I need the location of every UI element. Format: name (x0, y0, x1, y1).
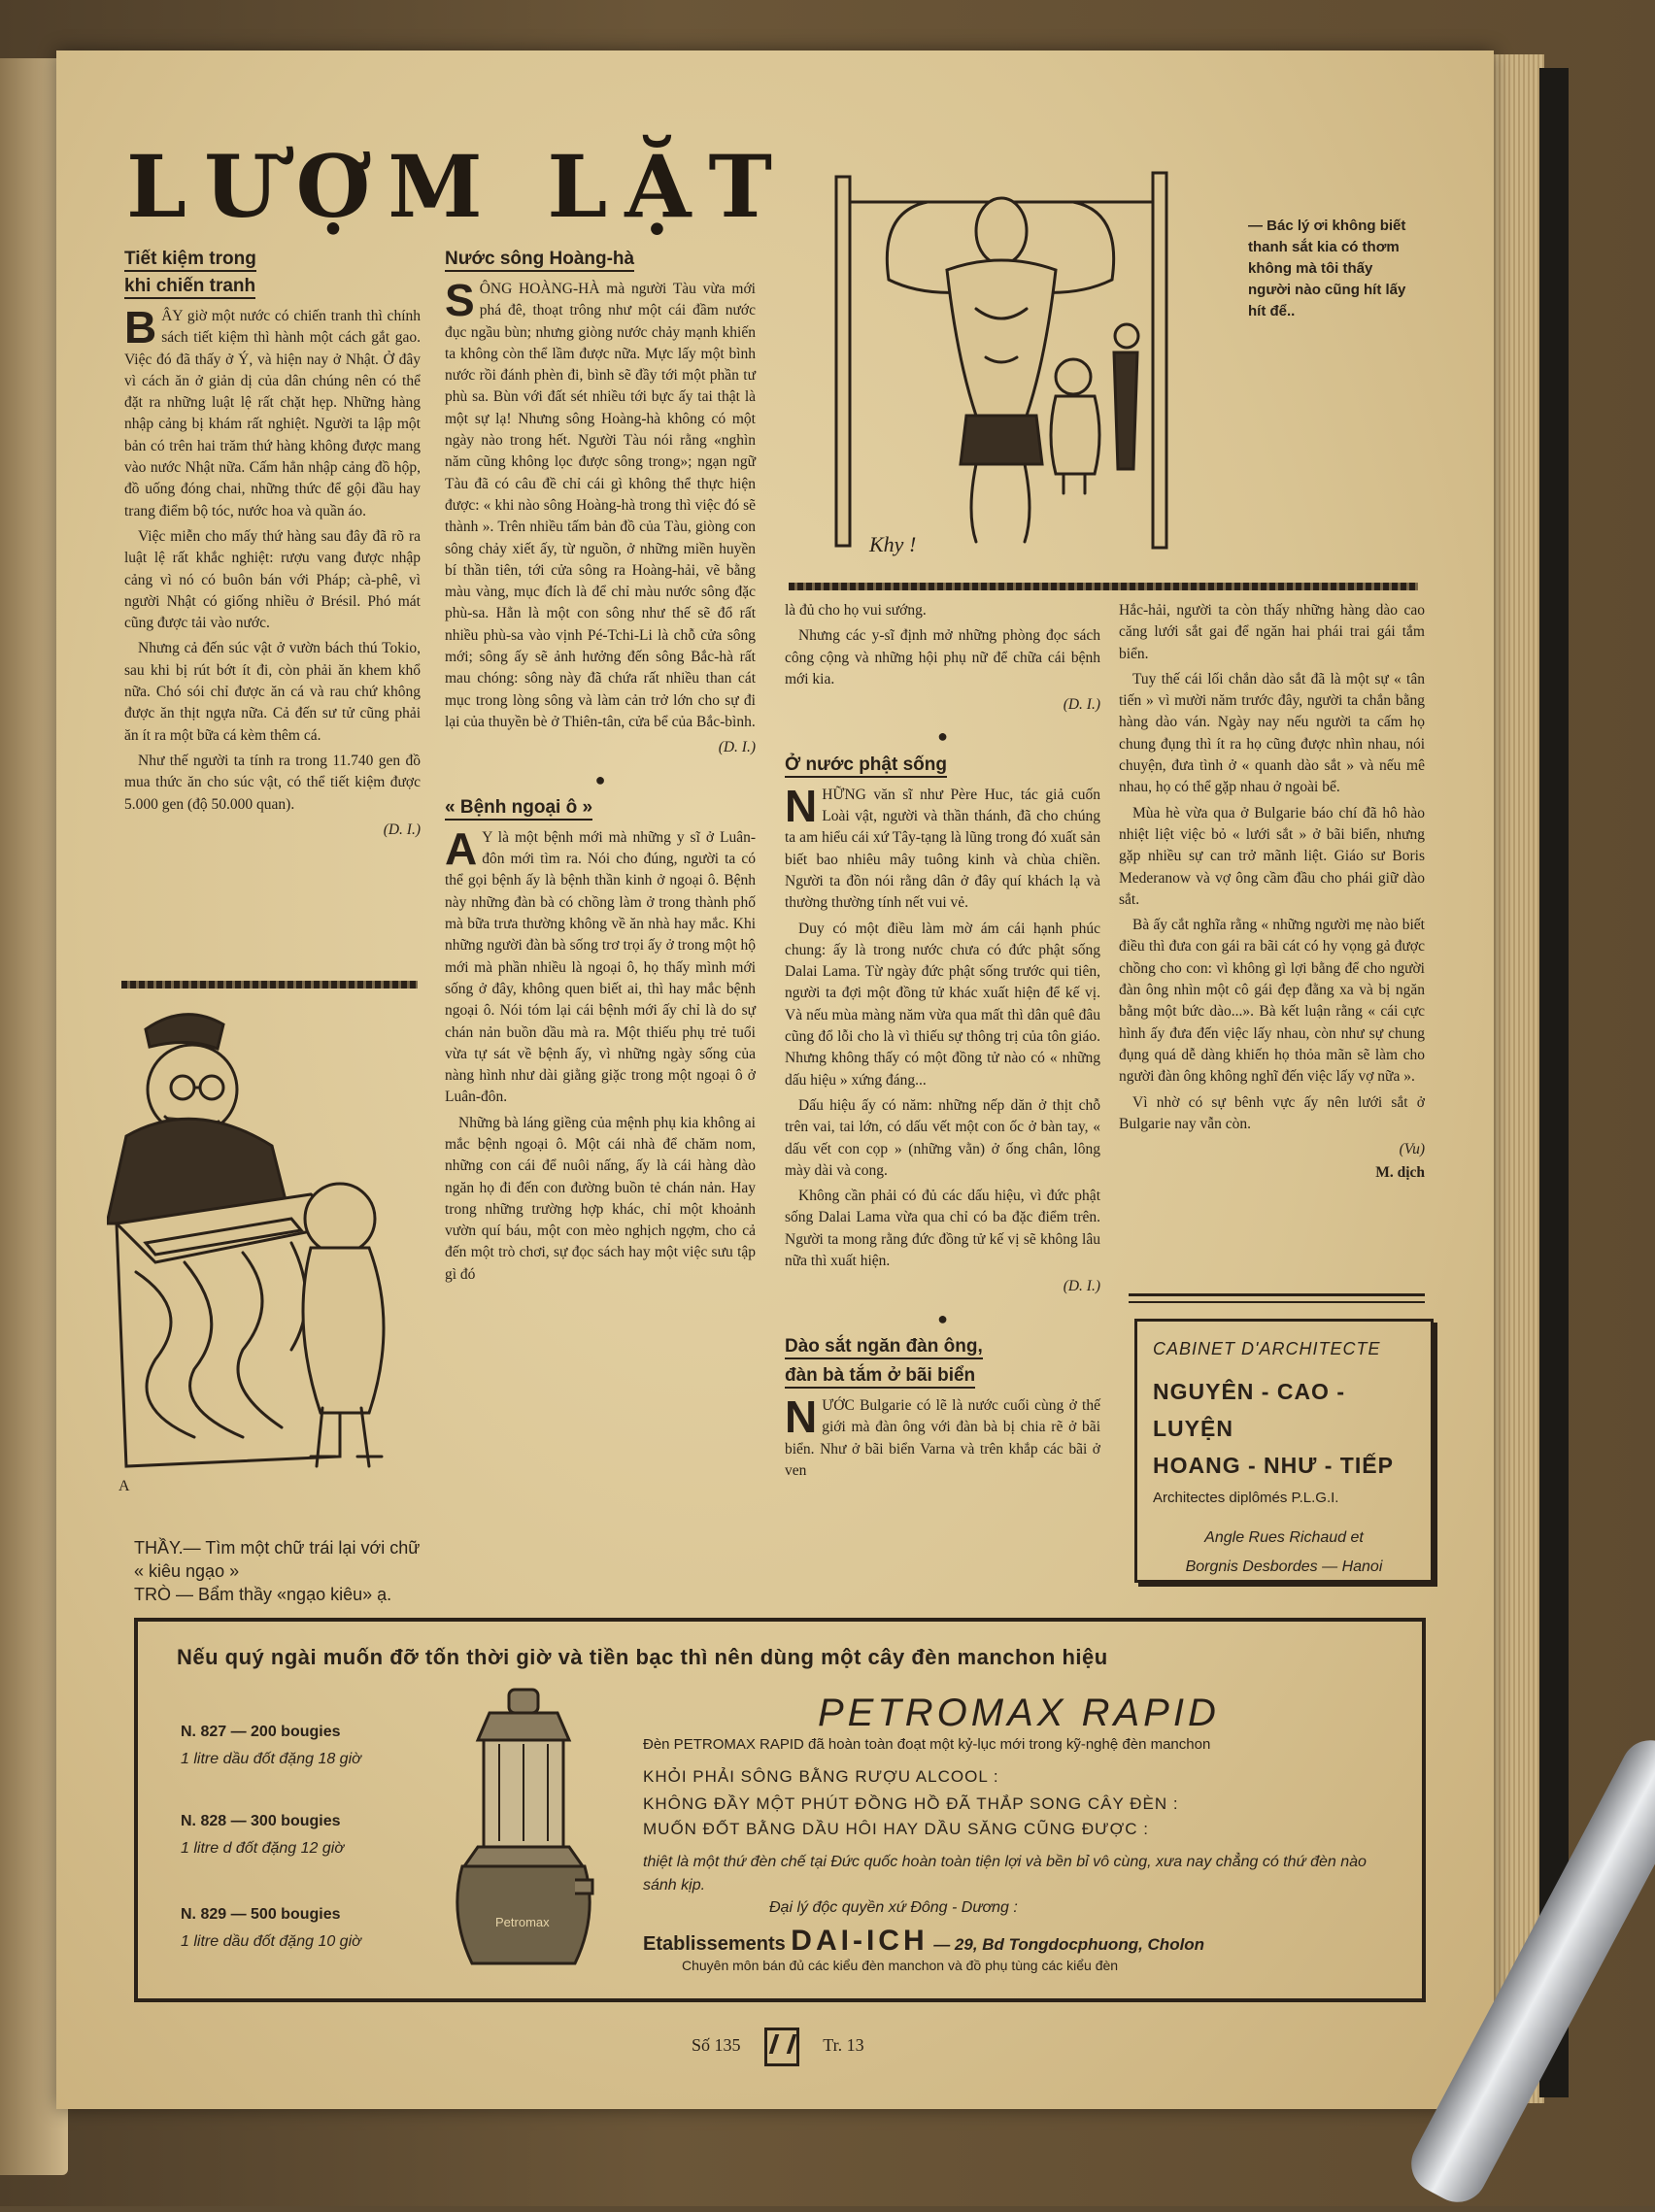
book-cover (1539, 68, 1569, 2097)
headline-line-2: đàn bà tắm ở bãi biển (785, 1365, 975, 1389)
architect-address-2: Borgnis Desbordes — Hanoi (1185, 1558, 1383, 1575)
article-tiet-kiem (124, 248, 421, 841)
article-dao-sat (1119, 600, 1425, 1185)
drop-cap: N (785, 780, 818, 831)
paragraph: Không cần phải có đủ các dấu hiệu, vì đức phật sống Dalai Lama vừa qua chỉ có ba đặc điểm trên. Người ta mong rằng đức đồng tử kế vị sẽ không lâu nữa thì xuất hiện. (785, 1188, 1100, 1270)
headline: Ở nước phật sống (785, 754, 947, 778)
paragraph: SÔNG HOÀNG-HÀ mà người Tàu vừa mới phá đê, thoạt trông như một cái đầm nước đục ngầu bùn; nhưng giòng nước chảy mạnh khiến ta không còn thể lầm được nữa. Mực lấy một bình nước rồi đánh phèn đi, bình sẽ đầy tới một phần tư phù sa. Bùn với đất sét nhiều tới bực ấy tai thật là một sự lạ! Nhưng sông Hoàng-hà không có một ngày nào trong hết. Người Tàu nói rằng «nghìn năm cũng không lọc được sông trong»; ngạn ngữ Tàu đã có câu đề chỉ cái gì không thể thực hiện được: « khi nào sông Hoàng-hà trong thì việc đó sẽ thành ». Trên nhiều tấm bản đồ của Tàu, giòng con sông chảy xiết ấy, từ nguồn, ở những miền huyền bí thần tiên, tới cửa sông ra Hoàng-hải, vẽ bằng màu vàng, mục đích là để chỉ màu nước sông đặc phù-sa. Hẳn là một con sông như thế sẽ đổ rất nhiều phù-sa vào vịnh Pé-Tchi-Li là chỗ cửa sông mới; sông ấy sẽ ảnh hưởng đến sông Bắc-hà rất mau chóng: sông này đã chứa rất nhiều than cát mục trong lòng sông và làm cản trở lớn cho sự đi lại của thuyền bè ở Thiên-tân, cửa bể của Bắc-bình. (445, 275, 756, 730)
ad-line-4: MUỐN ĐỐT BẰNG DẦU HÔI HAY DẦU SĂNG CŨNG ĐƯỢC : (643, 1820, 1149, 1838)
issue-number: Số 135 (692, 2035, 741, 2056)
ad-line-2: KHỎI PHẢI SÔNG BẰNG RƯỢU ALCOOL : (643, 1767, 999, 1786)
ad-line-1: Đèn PETROMAX RAPID đã hoàn toàn đoạt một kỷ-lục mới trong kỹ-nghệ đèn manchon (643, 1736, 1211, 1753)
section-bullet: ● (937, 1308, 948, 1328)
page-stack-edge (1486, 54, 1544, 2103)
architect-diploma: Architectes diplômés P.L.G.I. (1153, 1490, 1339, 1506)
drop-cap: A (445, 822, 478, 874)
paragraph: Dấu hiệu ấy có năm: những nếp dăn ở thịt chỗ trên vai, tai lớn, có dấu vết một con ốc ở bàn tay, « dấu vết con cọp » (những vằn) ở ống chân, lông mày dài và cong. (785, 1096, 1100, 1179)
paragraph: Vì nhờ có sự bênh vực ấy nên lưới sắt ở Bulgarie nay vẫn còn. (1119, 1093, 1425, 1132)
cartoon-caption-pupil: TRÒ — Bẩm thầy «ngạo kiêu» ạ. (134, 1585, 392, 1604)
signature: (D. I.) (1063, 696, 1100, 714)
section-bullet: ● (937, 726, 948, 747)
cartoon-caption-teacher: THẦY.— Tìm một chữ trái lại với chữ « kiêu ngạo » (134, 1538, 421, 1581)
drop-cap: S (445, 275, 475, 325)
paragraph: Những bà láng giềng của mệnh phụ kia không ai mắc bệnh ngoại ô. Một cái nhà để chăm nom, những con cái để nuôi nấng, ấy là cái hàng dào ngăn họ đi đến con đường buồn tẻ chán nản. Hay trong những trường hợp khác, chỉ một khoảnh vườn quí báu, một con mèo nghịch ngợm, cho cả đến một trò chơi, sự đọc sách hay một việc sưu tập gì đó (445, 1114, 756, 1283)
architect-advert (1134, 1319, 1434, 1583)
ad-line-6: Đại lý độc quyền xứ Đông - Dương : (769, 1899, 1018, 1916)
signature: (D. I.) (718, 739, 756, 756)
headline: Nước sông Hoàng-hà (445, 249, 634, 272)
paragraph: Duy có một điều làm mờ ám cái hạnh phúc chung: ấy là trong nước chưa có đức phật sống Dalai Lama. Từ ngày đức phật sống trước qui tiên, người ta đợi một đồng tử khác xuất hiện để kế vị. Và nếu mùa màng năm vừa qua mất thì dân quê đâu cũng đổ lỗi cho là vì thiếu sự thông trị của tôn giáo. Nhưng không thấy có một đồng tử nào có « những dấu hiệu » xứng đáng... (785, 920, 1100, 1089)
headline: « Bệnh ngoại ô » (445, 797, 592, 821)
teacher-pupil-cartoon (107, 1000, 427, 1510)
page-number: Tr. 13 (823, 2035, 864, 2056)
petromax-advert (134, 1618, 1426, 2002)
section-bullet: ● (594, 769, 606, 789)
divider-rule (1129, 1293, 1425, 1296)
cartoonist-signature: Khy ! (869, 532, 917, 556)
signature: (D. I.) (1063, 1278, 1100, 1295)
translator: M. dịch (1375, 1164, 1425, 1182)
ad-line-7: Chuyên môn bán đủ các kiểu đèn manchon và đồ phụ tùng các kiểu đèn (682, 1958, 1119, 1973)
petromax-lamp-image (451, 1686, 596, 1977)
ad-dealer-name: DAI-ICH (791, 1925, 929, 1957)
paragraph: NƯỚC Bulgarie có lẽ là nước cuối cùng ở thế giới mà đàn ông với đàn bà bị chia rẽ ở bãi biển. Như ở bãi biển Varna và trên khắp các bãi ở ven (785, 1391, 1100, 1479)
architect-title: CABINET D'ARCHITECTE (1153, 1339, 1381, 1358)
architect-name-1: NGUYÊN - CAO - LUYỆN (1153, 1379, 1345, 1441)
article-phat-song (785, 600, 1100, 1486)
ad-model-3: N. 829 — 500 bougies 1 litre dầu đốt đặng 10 giờ (181, 1906, 361, 1950)
masthead-title: LƯỢM LẶT (126, 136, 790, 237)
architect-name-2: HOANG - NHƯ - TIẾP (1153, 1453, 1394, 1478)
paragraph: Mùa hè vừa qua ở Bulgarie báo chí đã hô hào nhiệt liệt việc bỏ « lưới sắt » ở bãi biển, nhưng gặp nhiều sự can trở mãnh liệt. Giáo sư Boris Mederanow và vợ ông cầm đầu cho phái giữ dào sắt. (1119, 804, 1425, 908)
paragraph: Việc miễn cho mấy thứ hàng sau đây đã rõ ra luật lệ rất khắc nghiệt: rượu vang được nhập cảng vì nó có buôn bán với Pháp; cà-phê, vì người Nhật có giống nhiều ở Brésil. Phó mát cũng được tải vào nước. (124, 527, 421, 632)
ad-line-3: KHÔNG ĐẦY MỘT PHÚT ĐỒNG HỒ ĐÃ THẮP SONG CÂY ĐÈN : (643, 1794, 1179, 1813)
ad-model-1: N. 827 — 200 bougies 1 litre dầu đốt đặng 18 giờ (181, 1724, 361, 1767)
paragraph: Như thế người ta tính ra trong 11.740 gen đồ mua thức ăn cho súc vật, có thể tiết kiệm được 5.000 gen (độ 50.000 quan). (124, 752, 421, 813)
article-hoang-ha (445, 248, 756, 1290)
headline-line-1: Dào sắt ngăn đàn ông, (785, 1336, 983, 1359)
paragraph: Nhưng các y-sĩ định mở những phòng đọc sách công cộng và những hội phụ nữ để chữa cái bệnh mới kia. (785, 627, 1100, 687)
paragraph: là đủ cho họ vui sướng. (785, 602, 927, 619)
architect-address-1: Angle Rues Richaud et (1204, 1529, 1364, 1546)
drop-cap: B (124, 302, 157, 352)
divider-rule (121, 981, 418, 989)
ad-headline: Nếu quý ngài muốn đỡ tốn thời giờ và tiền bạc thì nên dùng một cây đèn manchon hiệu (177, 1645, 1108, 1669)
headline-line-1: Tiết kiệm trong (124, 249, 256, 272)
paragraph: Nhưng cả đến súc vật ở vườn bách thú Tokio, sau khi bị rút bớt ít đi, còn phải ăn khem khổ nữa. Chó sói chỉ được ăn cá và rau chứ không được ăn thịt ngựa nữa. Cả đến sư tử cũng phải ăn ít ra một bữa cá kèm thêm cá. (124, 640, 421, 744)
paragraph: NHỮNG văn sĩ như Père Huc, tác giả cuốn Loài vật, người và thần thánh, đã cho chúng ta am hiểu cái xứ Tây-tạng là lũng trong đó xuất sản biết bao nhiêu mây tuông kinh và chùa chiền. Người ta đồn nói rằng dân ở đây quí khách lạ và thường thường tính nết vui vẻ. (785, 780, 1100, 912)
svg-text:A: A (118, 1478, 130, 1494)
paragraph: Bà ấy cắt nghĩa rằng « những người mẹ nào biết điều thì đưa con gái ra bãi cát có hy vọng gả được chồng cho con: vì không gì lợi bằng để cho người đàn ông nhìn một cô gái đẹp đằng xa và bị ngăn bằng một bức dào...». Bà kết luận rằng « cái cực hình ấy đưa đến việc lấy nhau, còn như sự chung đụng quá dễ dàng khiến họ thỏa mãn sẽ làm cho người đàn ông không nghĩ đến việc lấy vợ nữa ». (1119, 917, 1425, 1086)
headline-line-2: khi chiến tranh (124, 276, 255, 299)
paragraph: Tuy thế cái lối chắn dào sắt đã là một sự « tân tiến » vì mười năm trước đây, người ta chắn bằng hàng dào ván. Ngày nay nếu người ta cấm họ chung đụng thì ít ra họ cũng được nhìn nhau, nói chuyện, đưa tình ở « quanh dào sắt » và nếu mê nhau, họ có thể gặp nhau ở ngoài bể. (1119, 670, 1425, 796)
ad-brand: PETROMAX RAPID (818, 1692, 1220, 1734)
signature: (D. I.) (383, 821, 421, 838)
paragraph: Hắc-hải, người ta còn thấy những hàng dào cao căng lưới sắt gai để ngăn hai phái trai gái tắm biển. (1119, 602, 1425, 662)
strongman-cartoon (830, 163, 1209, 571)
paragraph: A Y là một bệnh mới mà những y sĩ ở Luân-đôn mới tìm ra. Nói cho đúng, người ta có thể gọi bệnh ấy là bệnh thần kinh ở ngoại ô. Bệnh này những đàn bà có chồng làm ở trong thành phố mà bữa trưa thường không về ăn nhà hay mắc. Khi những người đàn bà sống trơ trọi ấy ở trong một hộ mới mà phần nhiều là ngoại ô, họ thấy mình mới sống ở đây, không quen biết ai, thì hay mắc bệnh ngoại ô. Nói tóm lại cái bệnh mới ấy chỉ là do sự chán nản buồn dầu mà ra. Một thiếu phụ trẻ tuổi vừa tự sát về bệnh ấy, vì những ngày sống của nàng hình như dài giằng giặc trong một ngoại ô ở Luân-đôn. (445, 822, 756, 1106)
paragraph: BÂY giờ một nước có chiến tranh thì chính sách tiết kiệm thì hành một cách gắt gao. Việc đó đã thấy ở Ý, và hiện nay ở Nhật. Ở đây vì cách ăn ở giản dị của dân chúng nên có thể đặt ra những luật lệ rất chặt hẹp. Những hàng nhập cảng bị khám rất nghiệt. Người ta lập một bản có trên hai trăm thứ hàng không được mang vào nước Nhật nữa. Cấm hẳn nhập cảng đồ hộp, đồ uống đóng chai, những thức để gội đầu hay trang điểm bộ tóc, nước hoa và quần áo. (124, 302, 421, 519)
magazine-logo-icon (764, 2028, 799, 2066)
page-footer (692, 2028, 864, 2066)
ad-line-5: thiệt là một thứ đèn chế tại Đức quốc hoàn toàn tiện lợi và bền bỉ vô cùng, xưa nay chẳng có thứ đèn nào sánh kịp. (643, 1854, 1367, 1894)
signature: (Vu) (1399, 1141, 1425, 1158)
cartoon-quote: — Bác lý ơi không biết thanh sắt kia có thơm không mà tôi thấy người nào cũng hít lấy hít để.. (1248, 218, 1406, 319)
lamp-label: Petromax (495, 1915, 550, 1929)
divider-rule (1129, 1301, 1425, 1303)
ad-model-2: N. 828 — 300 bougies 1 litre d đốt đặng 12 giờ (181, 1813, 345, 1857)
ad-establishment: Etablissements DAI-ICH — 29, Bd Tongdocphuong, Cholon (643, 1925, 1205, 1957)
divider-rule (789, 583, 1418, 590)
drop-cap: N (785, 1391, 818, 1442)
